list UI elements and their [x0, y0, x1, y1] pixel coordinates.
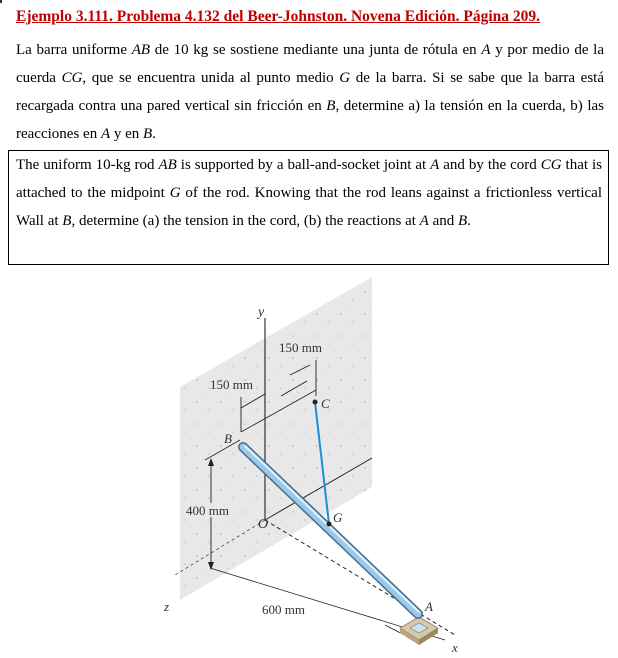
symbol-a: A — [419, 213, 429, 229]
text-run: , que se encuentra unida al punto medio — [82, 70, 340, 86]
symbol-b: B — [62, 213, 72, 229]
text-run: that is attached to the midpoint — [16, 157, 603, 201]
example-title: Ejemplo 3.111. Problema 4.132 del Beer-Johnston. Novena Edición. Página 209. — [16, 8, 541, 25]
text-run: y por medio de la cuerda — [16, 42, 604, 86]
origin-label: O — [258, 517, 269, 532]
text-run: . — [467, 213, 471, 229]
dim-label-150-top: 150 mm — [279, 340, 322, 355]
y-axis-label: y — [258, 305, 265, 320]
text-run: . — [152, 126, 156, 142]
text-run: de 10 kg se sostiene mediante una junta de rótula en — [150, 42, 482, 58]
text-run: , determine (a) the tension in the cord, (b) the reactions at — [71, 213, 420, 229]
english-problem-box — [8, 150, 609, 265]
dim-label-400: 400 mm — [186, 503, 229, 518]
text-run: and — [428, 213, 458, 229]
dim-label-150-left: 150 mm — [210, 377, 253, 392]
wall-plane — [180, 277, 372, 600]
english-problem-text — [16, 151, 602, 235]
symbol-ab: AB — [131, 42, 151, 58]
point-g — [327, 522, 332, 527]
text-run: y en — [110, 126, 144, 142]
text-run: is supported by a ball-and-socket joint at — [176, 157, 431, 173]
rod-diagram — [150, 270, 480, 658]
x-axis — [265, 520, 455, 635]
symbol-ab: AB — [158, 157, 177, 173]
text-run: of the rod. Knowing that the rod leans against a frictionless vertical Wall at — [16, 185, 602, 229]
symbol-g: G — [339, 70, 351, 86]
text-run: The uniform 10-kg rod — [16, 157, 159, 173]
x-axis-label: x — [452, 640, 458, 655]
text-run: , determine a) la tensión en la cuerda, b) las reacciones en — [16, 98, 604, 142]
symbol-g: G — [169, 185, 181, 201]
symbol-b: B — [458, 213, 468, 229]
symbol-cg: CG — [61, 70, 83, 86]
symbol-b: B — [143, 126, 153, 142]
label-a: A — [425, 599, 433, 614]
symbol-b: B — [326, 98, 336, 114]
symbol-a: A — [430, 157, 440, 173]
point-c — [313, 400, 318, 405]
symbol-a: A — [100, 126, 111, 142]
symbol-cg: CG — [540, 157, 562, 173]
z-axis-label: z — [164, 599, 170, 614]
text-run: de la barra. Si se sabe que la barra está recargada contra una pared vertical sin fricción en — [16, 70, 604, 114]
symbol-a: A — [481, 42, 491, 58]
spanish-problem-text — [16, 36, 604, 148]
text-run: and by the cord — [439, 157, 541, 173]
label-b: B — [224, 431, 232, 446]
page-edge-mark — [0, 0, 2, 3]
label-g: G — [333, 510, 343, 525]
text-run: La barra uniforme — [16, 42, 132, 58]
label-c: C — [321, 396, 330, 411]
dim-label-600: 600 mm — [262, 602, 305, 617]
